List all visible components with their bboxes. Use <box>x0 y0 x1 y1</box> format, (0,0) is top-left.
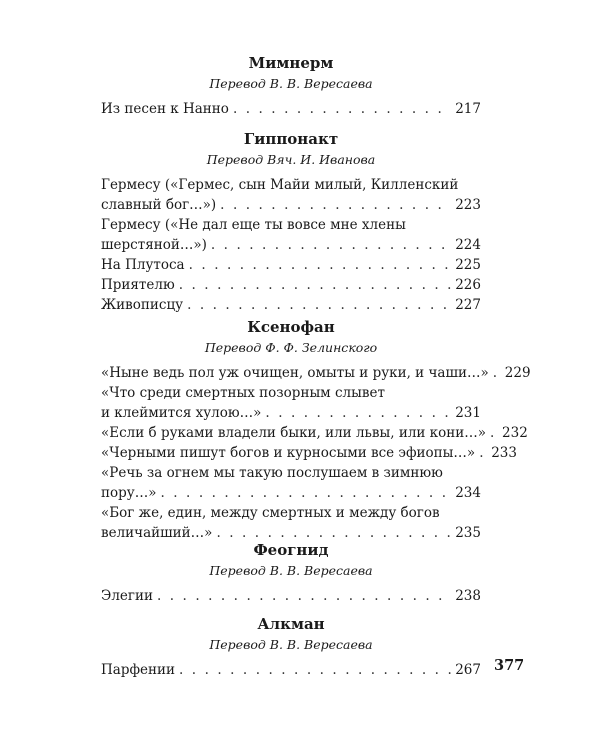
entry-title-line: «Бог же, един, между смертных и между богов <box>101 505 440 521</box>
dot-leader <box>220 195 451 215</box>
entry-title: «Ныне ведь пол уж очищен, омыты и руки, и чаши…» <box>101 365 489 381</box>
dot-leader <box>490 423 498 443</box>
author-heading: Гиппонакт <box>243 130 339 148</box>
entry-title: На Плутоса <box>101 257 185 273</box>
toc-entry[interactable] <box>101 383 481 423</box>
entry-title: Парфении <box>101 662 176 678</box>
page-number: 235 <box>455 525 481 541</box>
page-number: 233 <box>491 445 517 461</box>
page-number: 227 <box>455 297 481 313</box>
section-alcman <box>101 615 481 680</box>
author-heading: Ксенофан <box>247 318 335 336</box>
dot-leader <box>189 255 452 275</box>
dot-leader <box>160 483 451 503</box>
entry-list <box>101 660 481 680</box>
toc-entry[interactable] <box>101 660 481 680</box>
entry-list <box>101 99 481 119</box>
section-xenophanes <box>101 318 531 543</box>
toc-entry[interactable] <box>101 99 481 119</box>
entry-list <box>101 175 481 315</box>
entry-list <box>101 586 481 606</box>
translator-credit: Перевод В. В. Вересаева <box>209 563 373 578</box>
entry-title: Живописцу <box>101 297 184 313</box>
author-heading: Феогнид <box>253 541 329 559</box>
entry-title: шерстяной…») <box>101 237 207 253</box>
folio-page-number: 377 <box>494 657 525 674</box>
entry-title: и клеймится хулою…» <box>101 405 262 421</box>
toc-entry[interactable] <box>101 255 481 275</box>
dot-leader <box>493 363 501 383</box>
translator-credit: Перевод В. В. Вересаева <box>209 637 373 652</box>
dot-leader <box>265 403 451 423</box>
entry-title: «Черными пишут богов и курносыми все эфиопы…» <box>101 445 476 461</box>
entry-title: Из песен к Нанно <box>101 101 229 117</box>
toc-entry[interactable] <box>101 503 481 543</box>
toc-entry[interactable] <box>101 363 531 383</box>
toc-entry[interactable] <box>101 175 481 215</box>
page-number: 223 <box>455 197 481 213</box>
dot-leader <box>216 523 451 543</box>
page-number: 217 <box>455 101 481 117</box>
toc-entry[interactable] <box>101 463 481 503</box>
entry-title-line: Гермесу («Гермес, сын Майи милый, Килленский <box>101 177 459 193</box>
toc-entry[interactable] <box>101 423 528 443</box>
entry-title: величайший…» <box>101 525 213 541</box>
page-number: 226 <box>455 277 481 293</box>
entry-title: «Если б руками владели быки, или львы, или кони…» <box>101 425 487 441</box>
section-mimnermus <box>101 54 481 119</box>
page-number: 238 <box>455 588 481 604</box>
author-heading: Мимнерм <box>248 54 334 72</box>
toc-entry[interactable] <box>101 215 481 255</box>
entry-title-line: Гермесу («Не дал еще ты вовсе мне хлены <box>101 217 406 233</box>
entry-title: Приятелю <box>101 277 175 293</box>
entry-title-line: «Что среди смертных позорным слывет <box>101 385 385 401</box>
page-number: 225 <box>455 257 481 273</box>
dot-leader <box>157 586 451 606</box>
translator-credit: Перевод В. В. Вересаева <box>209 76 373 91</box>
dot-leader <box>233 99 451 119</box>
toc-entry[interactable] <box>101 586 481 606</box>
entry-title: славный бог…») <box>101 197 217 213</box>
dot-leader <box>179 275 452 295</box>
section-hipponax <box>101 130 481 315</box>
entry-title-line: «Речь за огнем мы такую послушаем в зимнюю <box>101 465 443 481</box>
entry-title: Элегии <box>101 588 153 604</box>
dot-leader <box>479 443 487 463</box>
toc-entry[interactable] <box>101 275 481 295</box>
entry-list <box>101 363 531 543</box>
page-number: 232 <box>502 425 528 441</box>
dot-leader <box>187 295 451 315</box>
page-number: 231 <box>455 405 481 421</box>
entry-title: пору…» <box>101 485 157 501</box>
page-number: 267 <box>455 662 481 678</box>
dot-leader <box>211 235 451 255</box>
translator-credit: Перевод Вяч. И. Иванова <box>206 152 376 167</box>
author-heading: Алкман <box>257 615 325 633</box>
toc-entry[interactable] <box>101 443 517 463</box>
section-theognis <box>101 541 481 606</box>
page-number: 229 <box>504 365 531 381</box>
page-number: 234 <box>455 485 481 501</box>
translator-credit: Перевод Ф. Ф. Зелинского <box>204 340 378 355</box>
page-number: 224 <box>455 237 481 253</box>
toc-entry[interactable] <box>101 295 481 315</box>
dot-leader <box>179 660 451 680</box>
